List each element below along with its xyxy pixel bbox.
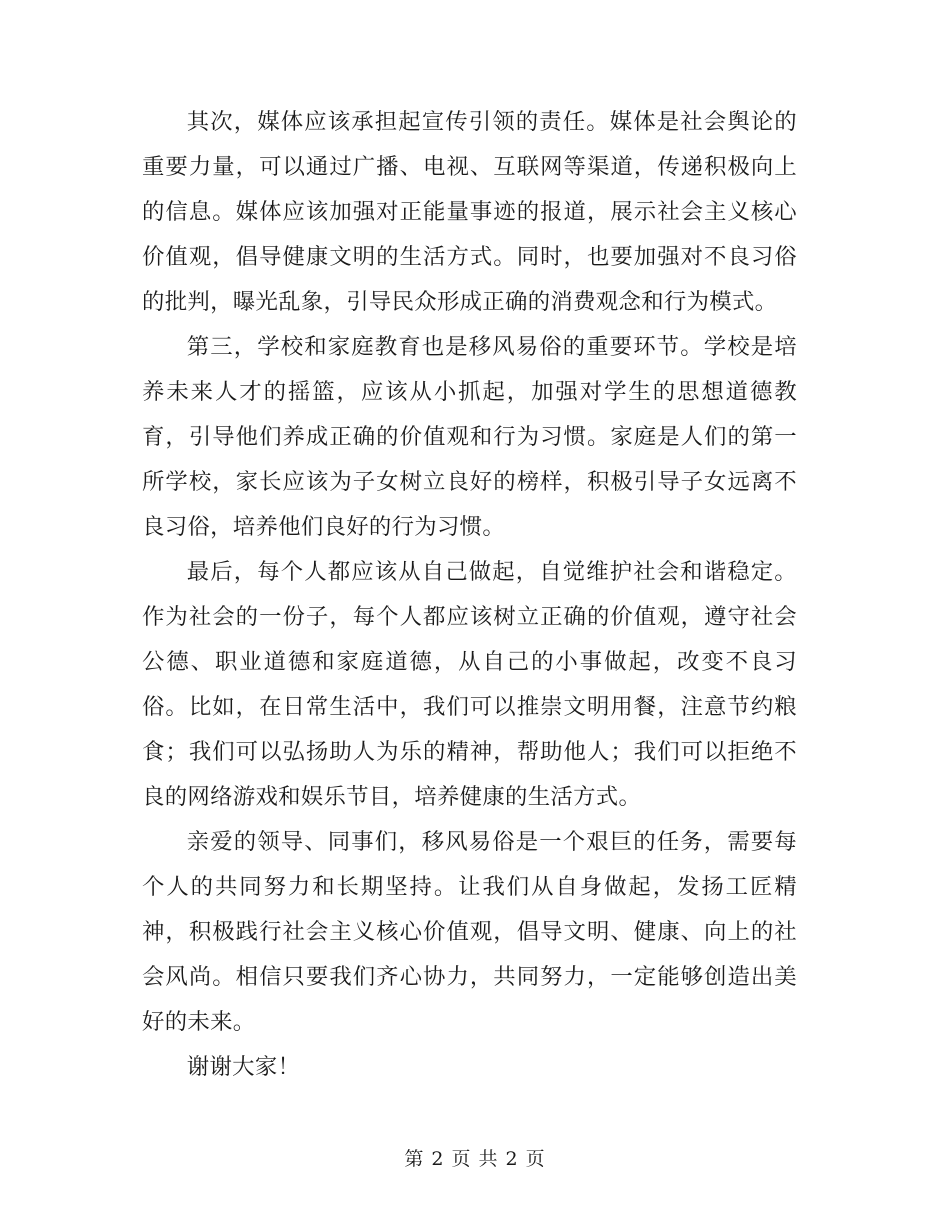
document-body <box>142 100 797 1090</box>
page-number-footer: 第 2 页 共 2 页 <box>404 1148 546 1170</box>
paragraph-thanks: 谢谢大家！ <box>186 1054 301 1080</box>
paragraph-media-responsibility: 其次，媒体应该承担起宣传引领的责任。媒体是社会舆论的重要力量，可以通过广播、电视、互联网等渠道，传递积极向上的信息。媒体应该加强对正能量事迹的报道，展示社会主义核心价值观，倡导健康文明的生活方式。同时，也要加强对不良习俗的批判，曝光乱象，引导民众形成正确的消费观念和行为模式。 <box>142 109 797 315</box>
paragraph-closing-appeal: 亲爱的领导、同事们，移风易俗是一个艰巨的任务，需要每个人的共同努力和长期坚持。让我们从自身做起，发扬工匠精神，积极践行社会主义核心价值观，倡导文明、健康、向上的社会风尚。相信只要我们齐心协力，共同努力，一定能够创造出美好的未来。 <box>142 829 797 1035</box>
paragraph-individual-responsibility: 最后，每个人都应该从自己做起，自觉维护社会和谐稳定。作为社会的一份子，每个人都应该树立正确的价值观，遵守社会公德、职业道德和家庭道德，从自己的小事做起，改变不良习俗。比如，在日常生活中，我们可以推崇文明用餐，注意节约粮食；我们可以弘扬助人为乐的精神，帮助他人；我们可以拒绝不良的网络游戏和娱乐节目，培养健康的生活方式。 <box>142 559 797 810</box>
paragraph-school-family-education: 第三，学校和家庭教育也是移风易俗的重要环节。学校是培养未来人才的摇篮，应该从小抓起，加强对学生的思想道德教育，引导他们养成正确的价值观和行为习惯。家庭是人们的第一所学校，家长应该为子女树立良好的榜样，积极引导子女远离不良习俗，培养他们良好的行为习惯。 <box>142 334 797 540</box>
